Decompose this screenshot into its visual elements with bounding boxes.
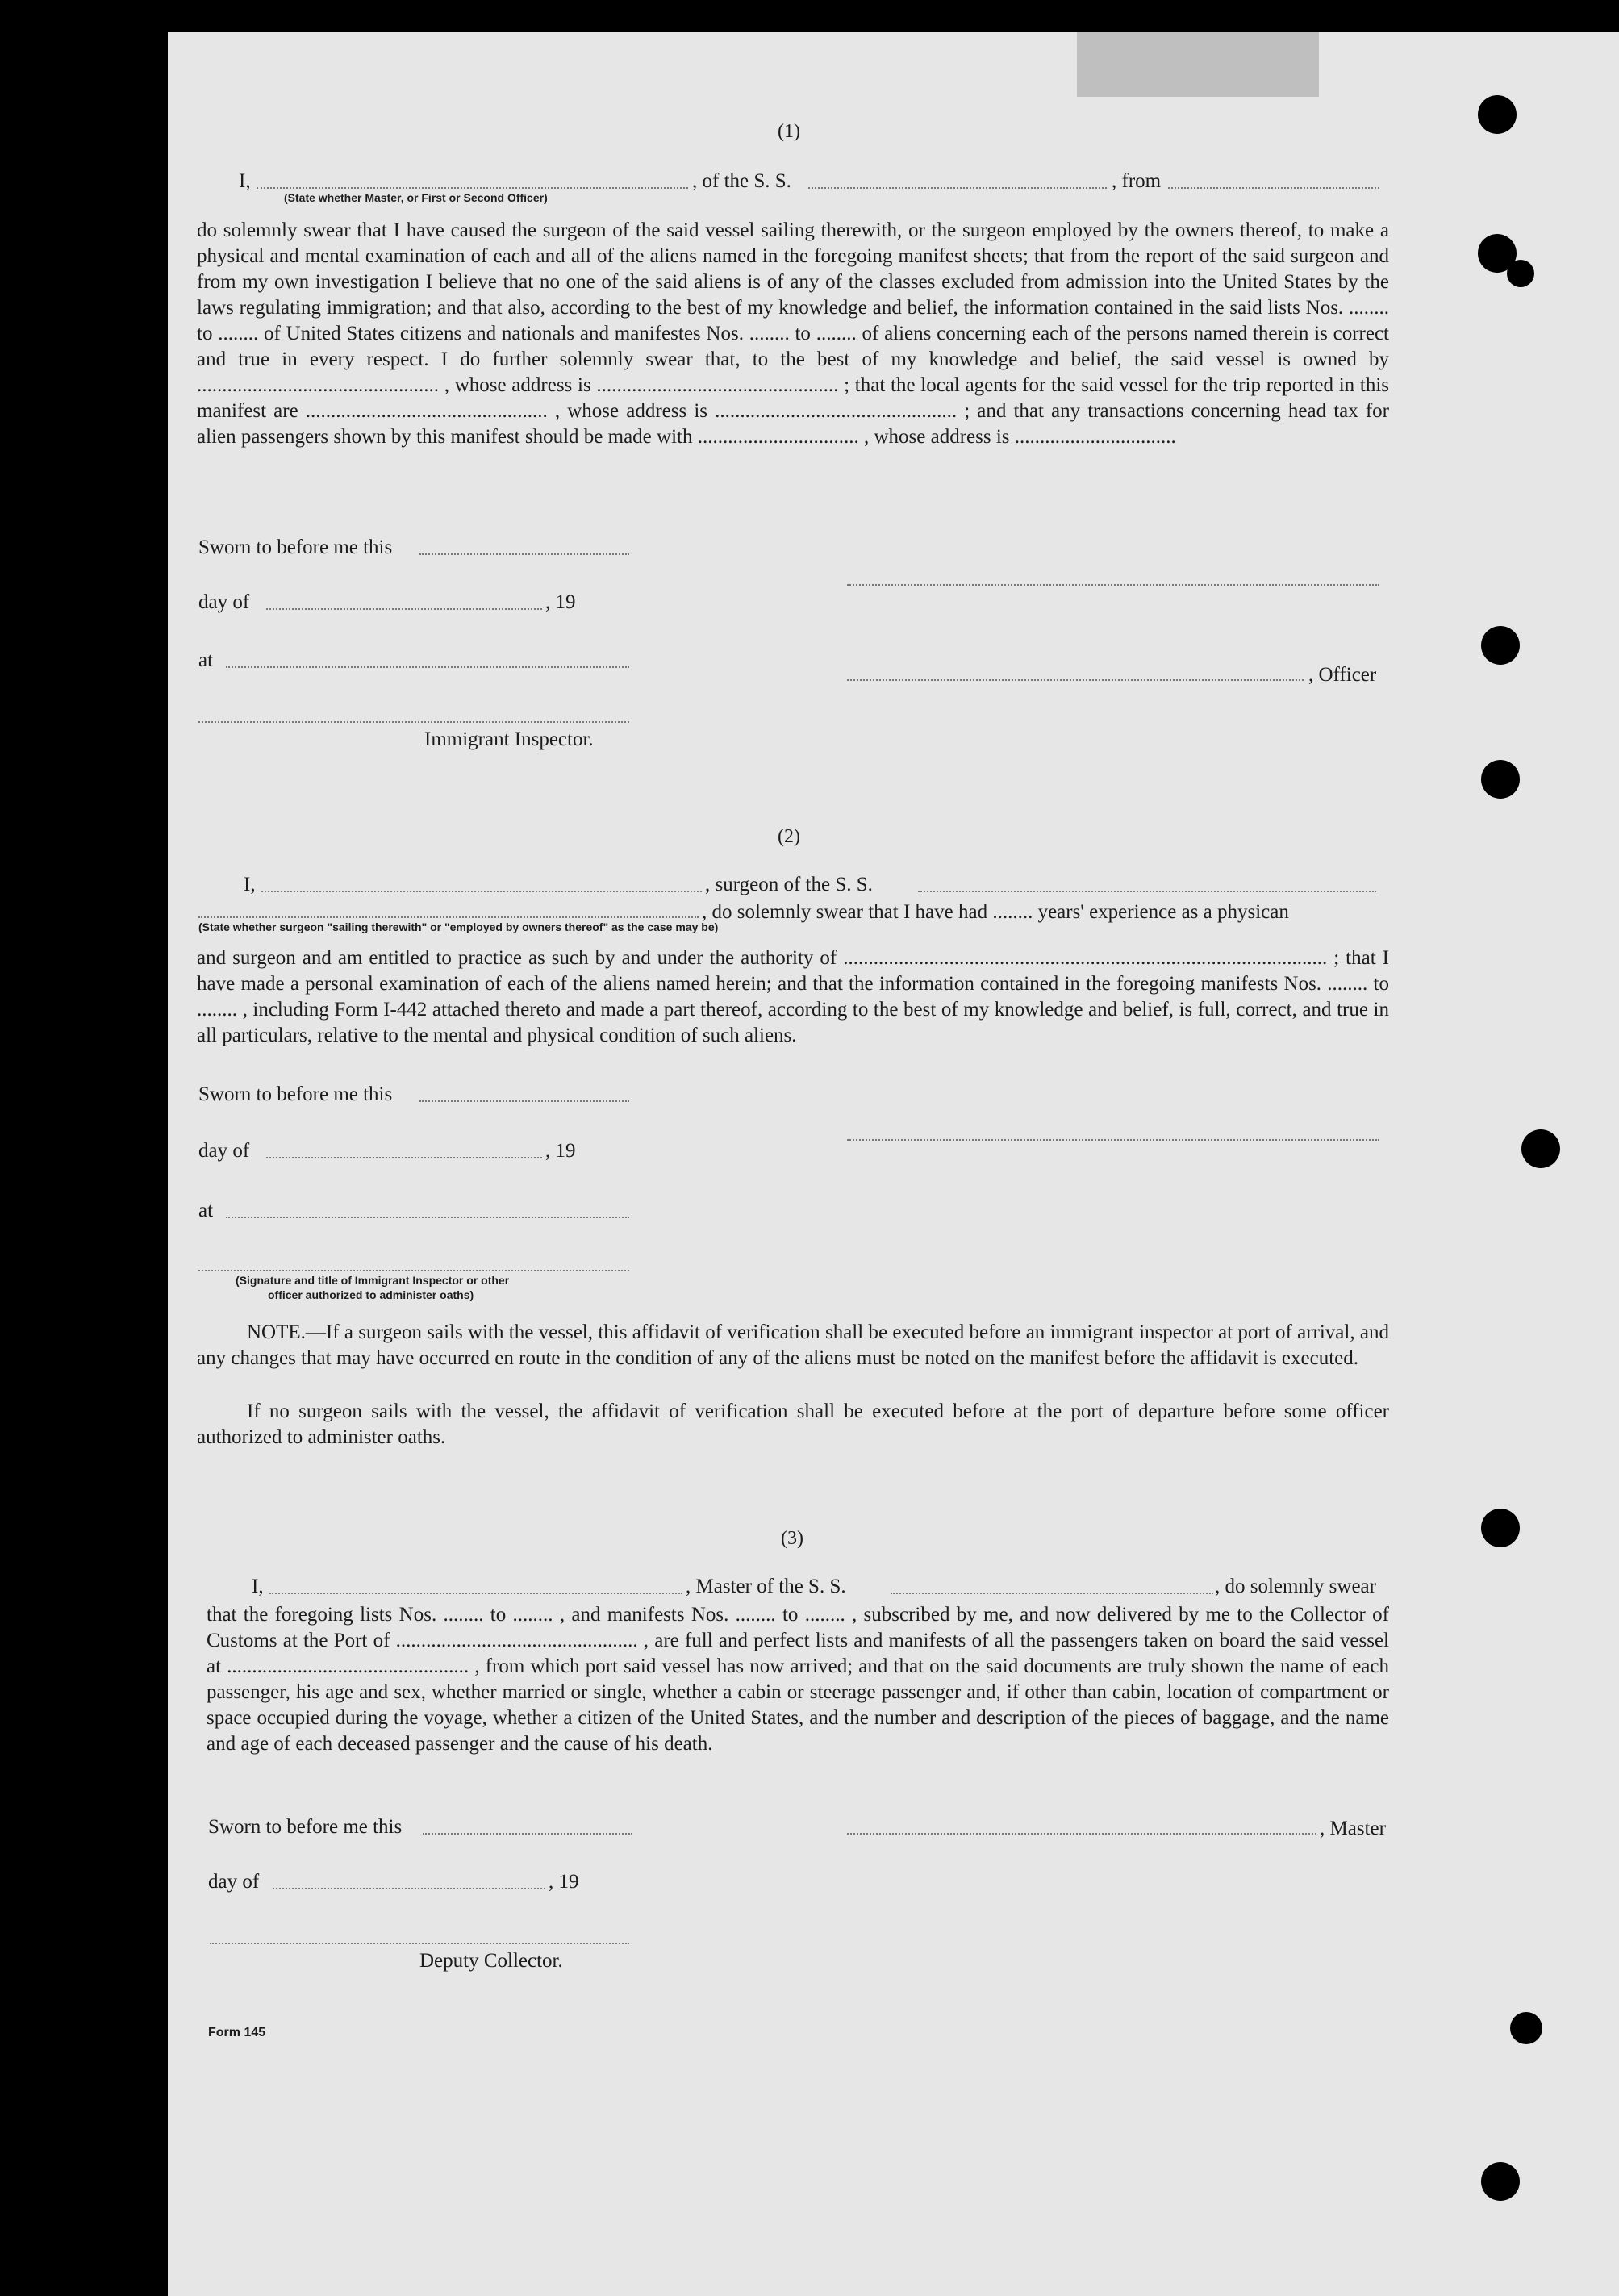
s2-note-paragraph: NOTE.—If a surgeon sails with the vessel, this affidavit of verification shall be executed before an immigrant inspector at port of arrival, and any changes that may have occurred en route in the condition of any of the aliens must be noted on the manifest before the affidavit is executed. (197, 1321, 1389, 1369)
punch-hole (1481, 626, 1520, 665)
s3-deputy: Deputy Collector. (419, 1950, 563, 1972)
s3-paragraph: that the foregoing lists Nos. ........ to ........ , and manifests Nos. ........ to ........ , subscribed by me, and now delivered by me to the Collector of Customs at the Port of ................................................ , are full and perfect lists and manifests of all the passengers taken on board the said vessel at ................................................ , from which port said vessel has now arrived; and that on the said documents are truly shown the name of each passenger, his age and sex, whether married or single, whether a cabin or steerage passenger and, if other than cabin, location of compartment or space occupied during the voyage, whether a citizen of the United States, and the number and description of the pieces of baggage, and the name and age of each deceased passenger and the cause of his death. (207, 1604, 1389, 1755)
s1-officer-line[interactable] (847, 679, 1304, 681)
s1-paragraph: do solemnly swear that I have caused the surgeon of the said vessel sailing therewith, or the surgeon employed by the owners thereof, to make a physical and mental examination of each and all of the aliens named in the foregoing manifest sheets; that from the report of the said surgeon and from my own investigation I believe that no one of the said aliens is of any of the classes excluded from admission into the United States by the laws regulating immigration; and that also, according to the best of my knowledge and belief, the information contained in the said lists Nos. ........ to ........ of United States citizens and nationals and manifestes Nos. ........ to ........ of aliens concerning each of the persons named therein is correct and true in every respect. I do further solemnly swear that, to the best of my knowledge and belief, the said vessel is owned by ................................................ , whose address is ................................................ ; that the local agents for the said vessel for the trip reported in this manifest are ................................................ , whose address is ................................................ ; and that any transactions concerning head tax for alien passengers shown by this manifest should be made with ................................ , whose address is ................................ (197, 219, 1389, 448)
s1-day-field[interactable] (266, 608, 542, 610)
s1-officer-note: (State whether Master, or First or Second Officer) (284, 191, 548, 204)
s2-note-paragraph-2: If no surgeon sails with the vessel, the affidavit of verification shall be executed before at the port of departure before some officer authorized to administer oaths. (197, 1401, 1389, 1448)
s2-note: (State whether surgeon "sailing therewith" or "employed by owners thereof" as the case may be) (198, 920, 719, 933)
s3-swear: , do solemnly swear (1215, 1576, 1376, 1597)
s1-sworn-date-field[interactable] (419, 553, 629, 555)
from-port-field[interactable] (1168, 187, 1379, 189)
s1-inspector-line[interactable] (198, 721, 629, 723)
s3-day: day of (208, 1871, 260, 1893)
s1-day: day of (198, 591, 250, 613)
punch-hole (1521, 1129, 1560, 1168)
s3-year: , 19 (549, 1871, 579, 1893)
s3-sworn: Sworn to before me this (208, 1816, 403, 1838)
punch-hole (1481, 760, 1520, 799)
s2-sworn-date-field[interactable] (419, 1100, 629, 1102)
punch-hole (1507, 260, 1534, 287)
vessel-name-field[interactable] (808, 187, 1107, 189)
s3-master-sig: , Master (1320, 1818, 1386, 1839)
s1-sworn: Sworn to before me this (198, 536, 393, 558)
s1-inspector: Immigrant Inspector. (424, 728, 594, 750)
s1-at-field[interactable] (226, 666, 629, 668)
s2-i: I, (244, 874, 256, 895)
punch-hole (1478, 95, 1517, 134)
officer-name-field[interactable] (257, 187, 688, 189)
s1-of-ss: , of the S. S. (692, 170, 791, 192)
section-1-number: (1) (778, 121, 800, 142)
s2-paragraph: and surgeon and am entitled to practice as such by and under the authority of ................................................................................................ ; that I have made a personal examination of each of the aliens named herein; and that the information contained in the foregoing manifests Nos. ........ to ........ , including Form I-442 attached thereto and made a part thereof, according to the best of my knowledge and belief, is full, correct, and true in all particulars, relative to the mental and physical condition of such aliens. (197, 947, 1389, 1046)
s2-sig-note-1: (Signature and title of Immigrant Inspector or other (236, 1274, 510, 1287)
form-number: Form 145 (208, 2026, 266, 2039)
s1-signature-line[interactable] (847, 584, 1379, 586)
s1-officer: , Officer (1308, 664, 1377, 686)
s2-sig-line[interactable] (198, 1270, 629, 1271)
s3-i: I, (252, 1576, 264, 1597)
s3-master-line[interactable] (847, 1833, 1316, 1835)
s1-year: , 19 (545, 591, 576, 613)
s3-master: , Master of the S. S. (686, 1576, 846, 1597)
s3-vessel-field[interactable] (891, 1593, 1213, 1594)
paper-tab (1077, 32, 1319, 97)
punch-hole (1481, 1509, 1520, 1547)
master-name-field[interactable] (269, 1593, 682, 1594)
s2-sworn: Sworn to before me this (198, 1083, 393, 1105)
s1-i: I, (239, 170, 251, 192)
punch-hole (1481, 2162, 1520, 2201)
s2-sig-note-2: officer authorized to administer oaths) (268, 1288, 474, 1301)
s2-vessel-field[interactable] (918, 891, 1376, 892)
s1-at: at (198, 649, 214, 671)
surgeon-name-field[interactable] (261, 891, 702, 892)
s3-day-field[interactable] (273, 1888, 545, 1889)
s2-surgeon: , surgeon of the S. S. (705, 874, 873, 895)
section-3-number: (3) (781, 1528, 803, 1549)
s2-at: at (198, 1200, 214, 1221)
s2-day: day of (198, 1140, 250, 1162)
section-2-number: (2) (778, 826, 800, 847)
s2-swear: , do solemnly swear that I have had ........ years' experience as a physican (702, 901, 1289, 923)
s3-deputy-line[interactable] (210, 1943, 629, 1944)
s1-from: , from (1112, 170, 1162, 192)
s2-surgeon-type-field[interactable] (198, 916, 699, 918)
s2-signature-line[interactable] (847, 1139, 1379, 1141)
s2-day-field[interactable] (266, 1157, 542, 1158)
s2-at-field[interactable] (226, 1217, 629, 1218)
punch-hole (1510, 2012, 1542, 2044)
s2-year: , 19 (545, 1140, 576, 1162)
s3-sworn-date-field[interactable] (423, 1833, 632, 1835)
